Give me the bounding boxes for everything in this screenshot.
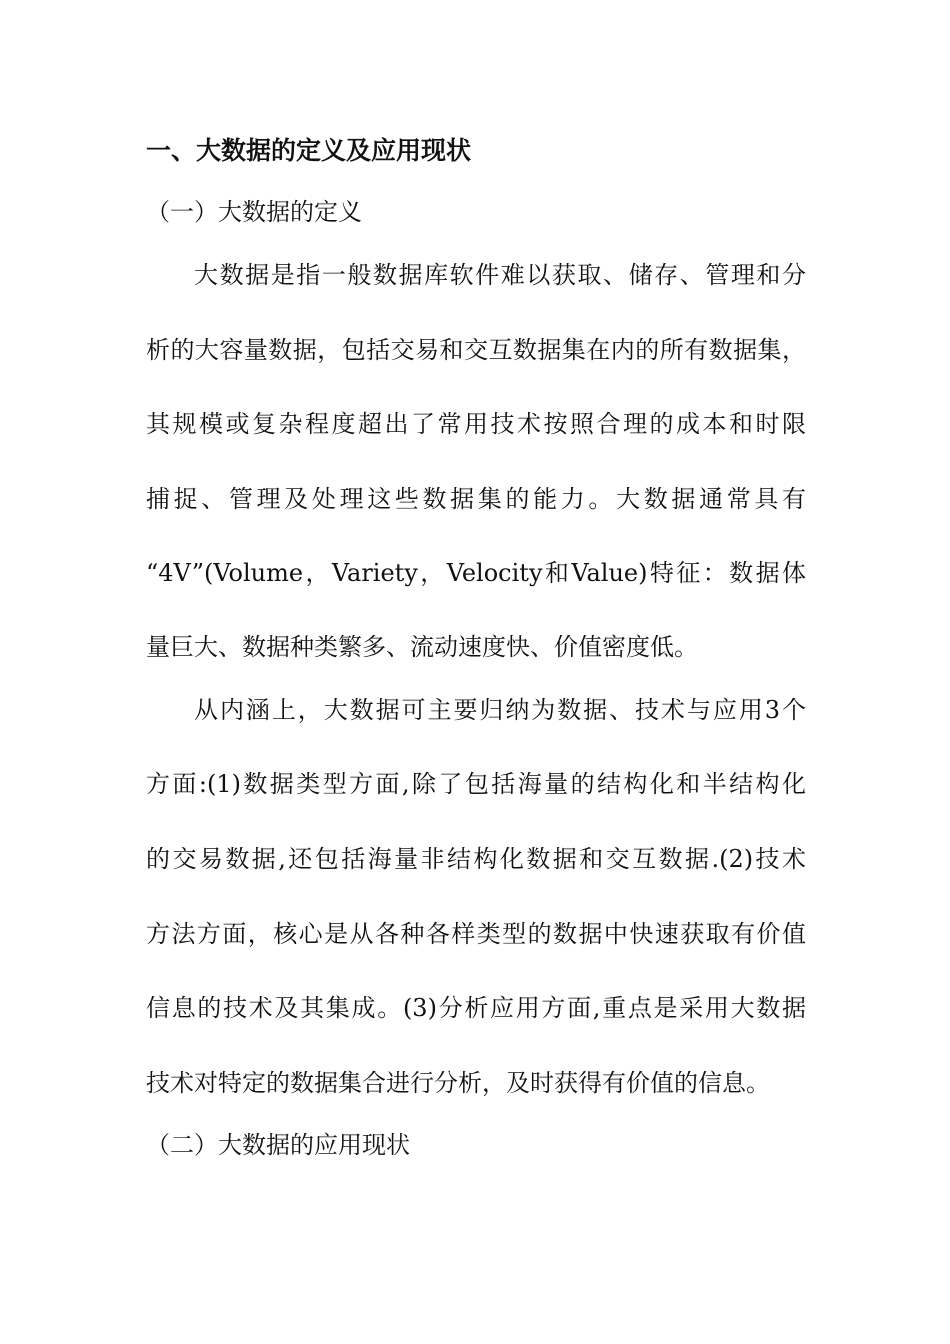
paragraph-line: “4V”(Volume，Variety，Velocity和Value)特征：数据体 xyxy=(146,559,806,587)
paragraph-line: 的交易数据,还包括海量非结构化数据和交互数据.(2)技术 xyxy=(146,845,806,873)
paragraph-line: 技术对特定的数据集合进行分析，及时获得有价值的信息。 xyxy=(146,1069,770,1097)
paragraph-line: 方法方面，核心是从各种各样类型的数据中快速获取有价值 xyxy=(146,920,806,948)
section-heading: 一、大数据的定义及应用现状 xyxy=(146,136,472,165)
paragraph-line: 量巨大、数据种类繁多、流动速度快、价值密度低。 xyxy=(146,633,698,661)
paragraph-line: 析的大容量数据，包括交易和交互数据集在内的所有数据集， xyxy=(146,336,806,364)
paragraph-line: 大数据是指一般数据库软件难以获取、储存、管理和分 xyxy=(194,261,806,289)
paragraph-line: 信息的技术及其集成。(3)分析应用方面,重点是采用大数据 xyxy=(146,994,806,1022)
paragraph-line: 捕捉、管理及处理这些数据集的能力。大数据通常具有 xyxy=(146,485,806,513)
paragraph-line: 其规模或复杂程度超出了常用技术按照合理的成本和时限 xyxy=(146,410,806,438)
subsection-heading-definition: （一）大数据的定义 xyxy=(146,198,362,226)
paragraph-line: 方面:(1)数据类型方面,除了包括海量的结构化和半结构化 xyxy=(146,770,806,798)
paragraph-line: 从内涵上，大数据可主要归纳为数据、技术与应用3个 xyxy=(194,696,806,724)
subsection-heading-application: （二）大数据的应用现状 xyxy=(146,1131,410,1159)
